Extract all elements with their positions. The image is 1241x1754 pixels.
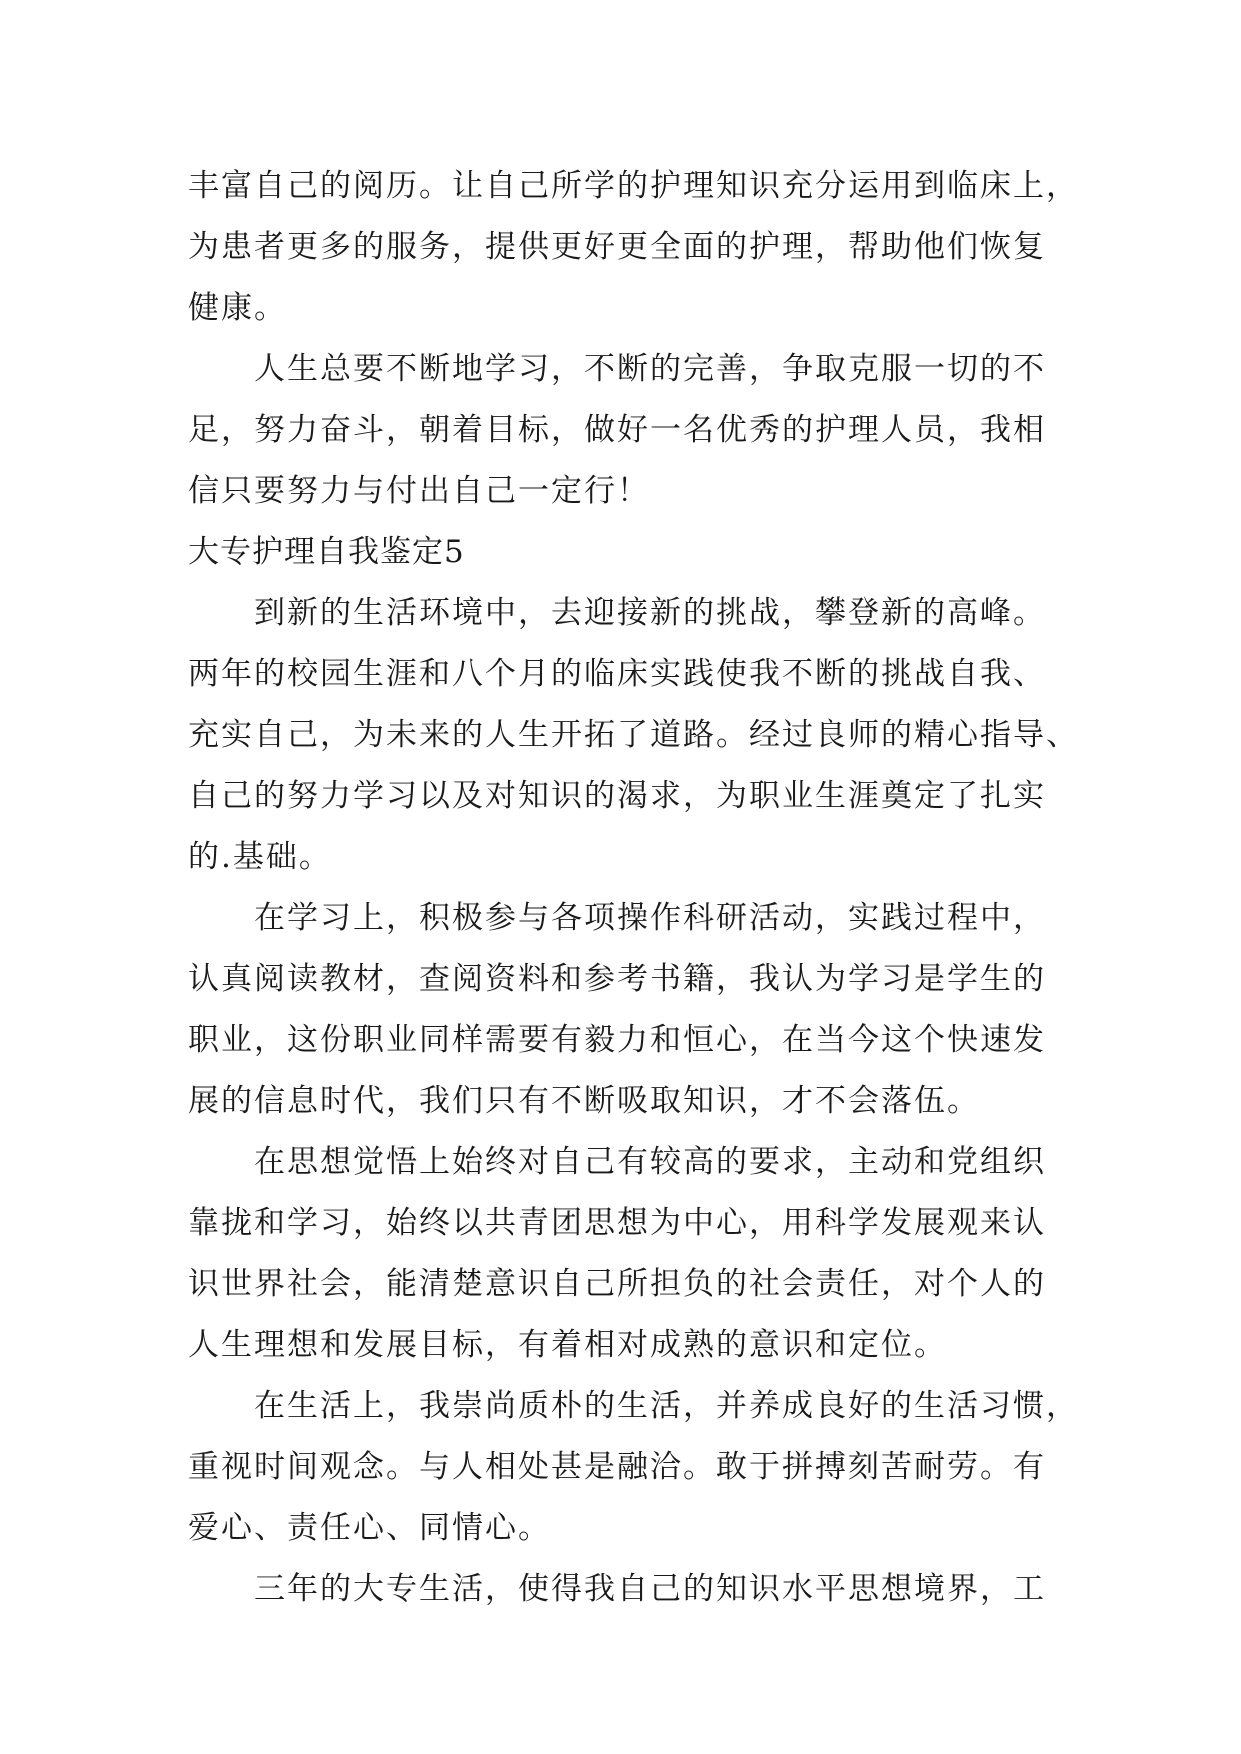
text-line: 两年的校园生涯和八个月的临床实践使我不断的挑战自我、 xyxy=(188,656,1046,692)
text-line: 职业，这份职业同样需要有毅力和恒心，在当今这个快速发 xyxy=(188,1022,1046,1058)
paragraph xyxy=(188,339,1088,522)
text-line: 三年的大专生活，使得我自己的知识水平思想境界，工 xyxy=(254,1571,1046,1607)
paragraph xyxy=(188,583,1088,888)
text-line: 人生总要不断地学习，不断的完善，争取克服一切的不 xyxy=(254,351,1046,387)
paragraph xyxy=(188,1132,1088,1376)
text-line: 展的信息时代，我们只有不断吸取知识，才不会落伍。 xyxy=(188,1083,980,1119)
heading-text: 大专护理自我鉴定5 xyxy=(188,534,465,570)
paragraph xyxy=(188,1559,1088,1620)
text-line: 人生理想和发展目标，有着相对成熟的意识和定位。 xyxy=(188,1327,947,1363)
text-line: 认真阅读教材，查阅资料和参考书籍，我认为学习是学生的 xyxy=(188,961,1046,997)
text-line: 在学习上，积极参与各项操作科研活动，实践过程中， xyxy=(254,900,1046,936)
document-body xyxy=(188,156,1088,1620)
text-line: 爱心、责任心、同情心。 xyxy=(188,1510,551,1546)
text-line: 到新的生活环境中，去迎接新的挑战，攀登新的高峰。 xyxy=(254,595,1046,631)
text-line: 信只要努力与付出自己一定行！ xyxy=(188,473,650,509)
section-heading xyxy=(188,522,1088,583)
paragraph xyxy=(188,888,1088,1132)
text-line: 丰富自己的阅历。让自己所学的护理知识充分运用到临床上， xyxy=(188,168,1079,204)
text-line: 健康。 xyxy=(188,290,287,326)
paragraph xyxy=(188,1376,1088,1559)
paragraph xyxy=(188,156,1088,339)
text-line: 识世界社会，能清楚意识自己所担负的社会责任，对个人的 xyxy=(188,1266,1046,1302)
text-line: 为患者更多的服务，提供更好更全面的护理，帮助他们恢复 xyxy=(188,229,1046,265)
text-line: 自己的努力学习以及对知识的渴求，为职业生涯奠定了扎实 xyxy=(188,778,1046,814)
text-line: 靠拢和学习，始终以共青团思想为中心，用科学发展观来认 xyxy=(188,1205,1046,1241)
text-line: 重视时间观念。与人相处甚是融洽。敢于拼搏刻苦耐劳。有 xyxy=(188,1449,1046,1485)
text-line: 的.基础。 xyxy=(188,839,332,875)
text-line: 充实自己，为未来的人生开拓了道路。经过良师的精心指导、 xyxy=(188,717,1079,753)
text-line: 足，努力奋斗，朝着目标，做好一名优秀的护理人员，我相 xyxy=(188,412,1046,448)
text-line: 在生活上，我崇尚质朴的生活，并养成良好的生活习惯， xyxy=(254,1388,1079,1424)
text-line: 在思想觉悟上始终对自己有较高的要求，主动和党组织 xyxy=(254,1144,1046,1180)
